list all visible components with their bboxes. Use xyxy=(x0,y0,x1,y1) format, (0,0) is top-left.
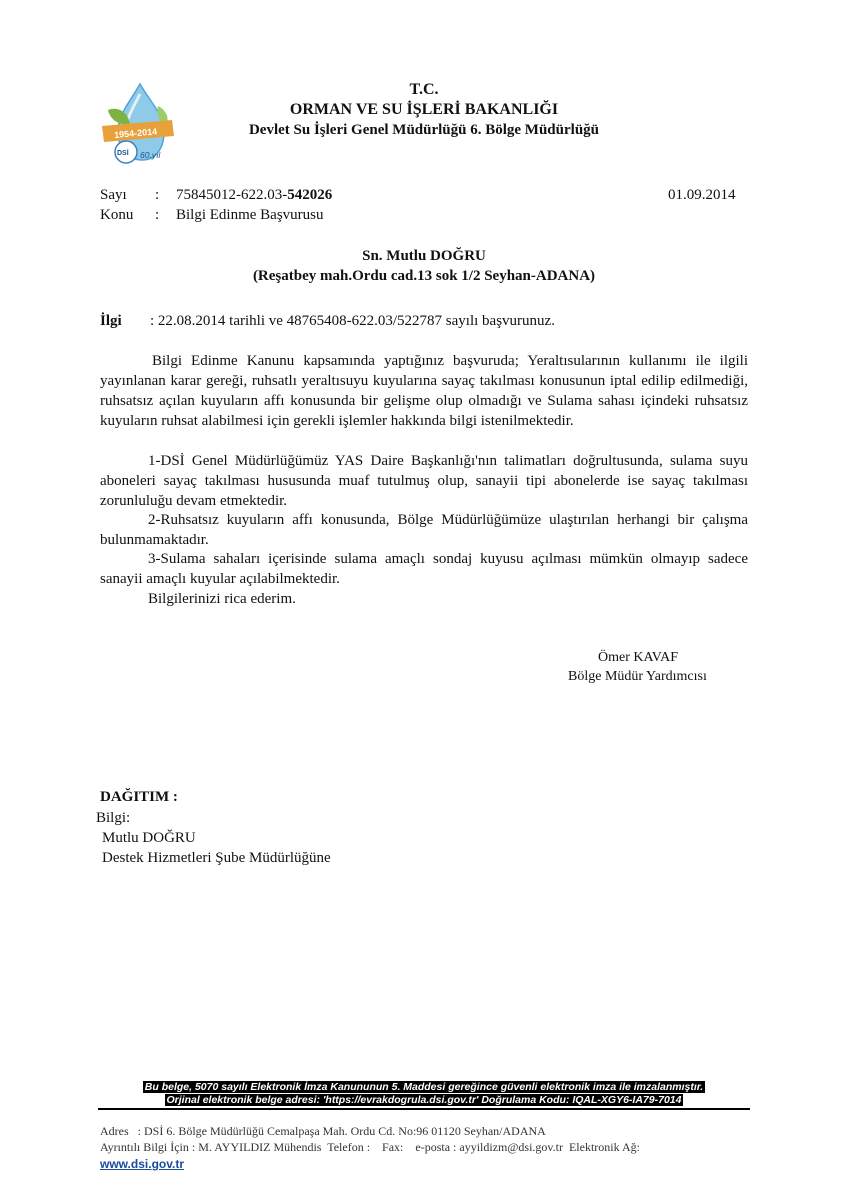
logo-anniversary: 60.yıl xyxy=(140,150,161,160)
sayi-colon: : xyxy=(155,187,160,203)
sayi-label: Sayı xyxy=(100,187,127,203)
signatory-title: Bölge Müdür Yardımcısı xyxy=(568,669,707,684)
body-paragraph-2 xyxy=(100,451,748,511)
body-paragraph-1 xyxy=(100,351,748,431)
sayi-number: 542026 xyxy=(287,187,333,203)
recipient-address: (Reşatbey mah.Ordu cad.13 sok 1/2 Seyhan-ADANA) xyxy=(252,268,596,284)
verification-notice xyxy=(0,1093,848,1107)
ilgi-text: : 22.08.2014 tarihli ve 48765408-622.03/522787 sayılı başvurunuz. xyxy=(150,313,555,329)
e-signature-notice xyxy=(0,1080,848,1094)
body-paragraph-3-text: 2-Ruhsatsız kuyuların affı konusunda, Bölge Müdürlüğümüze ulaştırılan herhangi bir çalışma bulunmamaktadır. xyxy=(100,512,748,548)
footer-divider xyxy=(98,1108,750,1110)
document-date: 01.09.2014 xyxy=(668,187,736,203)
e-signature-notice-text: Bu belge, 5070 sayılı Elektronik İmza Kanununun 5. Maddesi gereğince güvenli elektronik imza ile imzalanmıştır. xyxy=(144,1081,704,1093)
header-directorate: Devlet Su İşleri Genel Müdürlüğü 6. Bölge Müdürlüğü xyxy=(248,122,600,138)
signatory-name: Ömer KAVAF xyxy=(598,650,678,665)
body-closing xyxy=(100,589,748,609)
konu-value: Bilgi Edinme Başvurusu xyxy=(176,207,324,223)
distribution-item: Destek Hizmetleri Şube Müdürlüğüne xyxy=(102,850,331,866)
body-paragraph-3 xyxy=(100,510,748,550)
body-paragraph-4-text: 3-Sulama sahaları içerisinde sulama amaçlı sondaj kuyusu açılması mümkün olmayıp sadece sanayii amaçlı kuyular açılabilmektedir. xyxy=(100,551,748,587)
distribution-bilgi-label: Bilgi: xyxy=(96,810,131,826)
header-ministry: ORMAN VE SU İŞLERİ BAKANLIĞI xyxy=(289,101,559,118)
body-paragraph-2-text: 1-DSİ Genel Müdürlüğümüz YAS Daire Başkanlığı'nın talimatları doğrultusunda, sulama suyu aboneleri sayaç takılması hususunda muaf tutulmuş olup, sanayii tipi abonelerde ise sayaç takılması zorunluluğu devam etmektedir. xyxy=(100,453,748,509)
logo-abbr: DSİ xyxy=(117,150,129,157)
sayi-value xyxy=(176,187,332,204)
footer-address: Adres : DSİ 6. Bölge Müdürlüğü Cemalpaşa Mah. Ordu Cd. No:96 01120 Seyhan/ADANA xyxy=(100,1124,546,1138)
verification-notice-text: Orjinal elektronik belge adresi: 'https://evrakdogrula.dsi.gov.tr' Doğrulama Kodu: IQAL-XGY6-IA79-7014 xyxy=(166,1094,682,1106)
body-paragraph-1-text: Bilgi Edinme Kanunu kapsamında yaptığınız başvuruda; Yeraltısularının kullanımı ile ilgili yayınlanan karar gereği, ruhsatlı yeraltısuyu kuyularına sayaç takılması konusunun iptal edilip edilmediği, ruhsatsız açılan kuyuların affı konusunda bir gelişme olup olmadığı ve Sulama sahası içindeki ruhsatsız kuyuların ruhsat alabilmesi için gerekli işlemler hakkında bilgi istenilmektedir. xyxy=(100,353,748,429)
logo-years: 1954-2014 xyxy=(113,126,158,141)
footer-contact: Ayrıntılı Bilgi İçin : M. AYYILDIZ Mühendis Telefon : Fax: e-posta : ayyildizm@dsi.gov.tr Elektronik Ağ: xyxy=(100,1140,640,1154)
body-closing-text: Bilgilerinizi rica ederim. xyxy=(148,591,296,607)
konu-label: Konu xyxy=(100,207,134,223)
header-tc: T.C. xyxy=(409,81,439,98)
website-link[interactable]: www.dsi.gov.tr xyxy=(100,1157,185,1171)
ilgi-label: İlgi xyxy=(100,313,122,329)
sayi-prefix: 75845012-622.03- xyxy=(176,187,288,203)
distribution-heading: DAĞITIM : xyxy=(100,789,178,805)
konu-colon: : xyxy=(155,207,160,223)
body-paragraph-4 xyxy=(100,549,748,589)
distribution-item: Mutlu DOĞRU xyxy=(102,830,196,846)
recipient-name: Sn. Mutlu DOĞRU xyxy=(362,248,486,264)
